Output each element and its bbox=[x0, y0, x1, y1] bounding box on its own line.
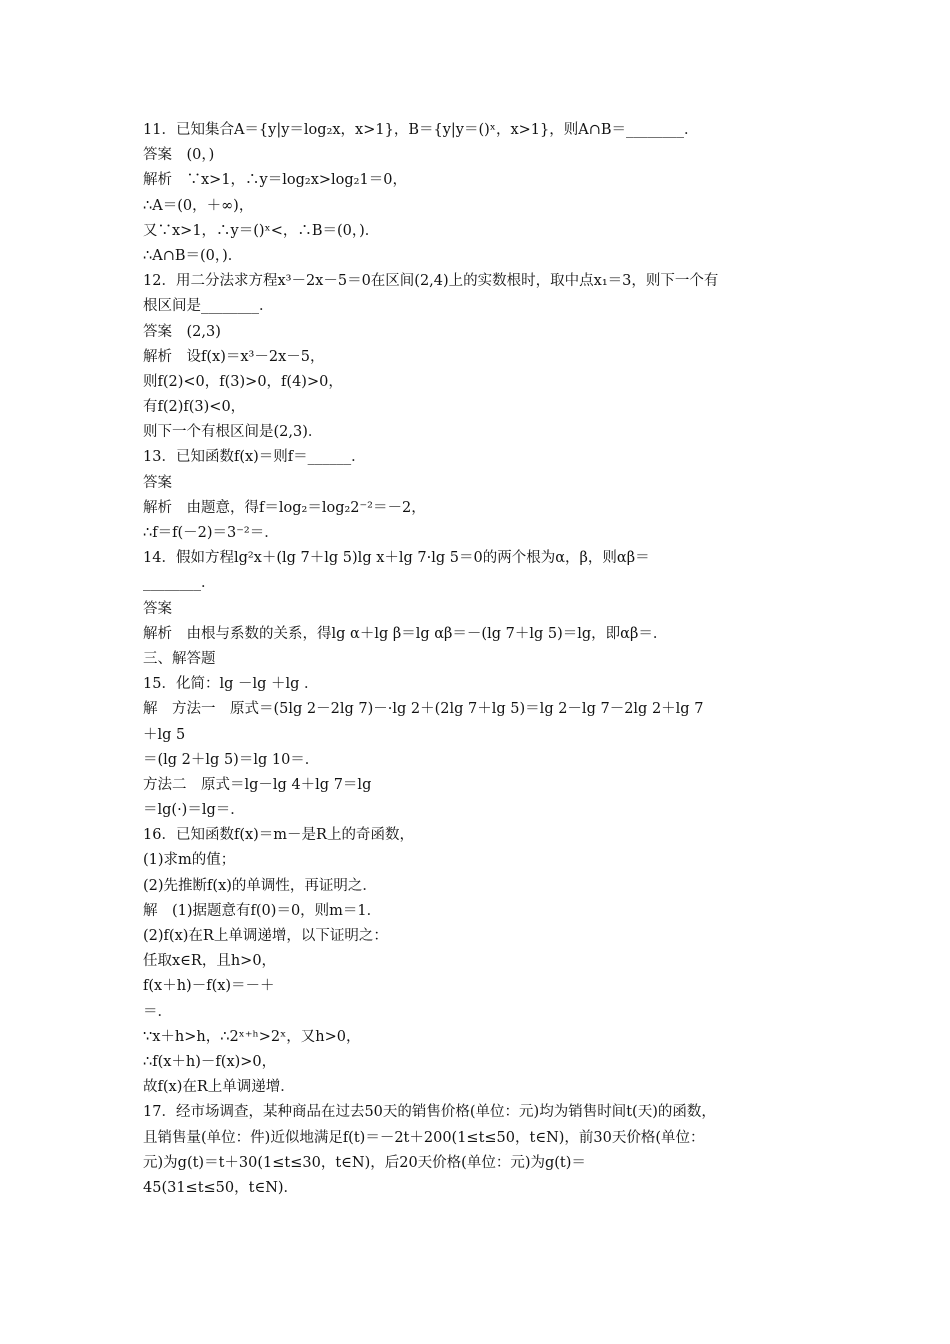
text-line: 17．经市场调查，某种商品在过去50天的销售价格(单位：元)均为销售时间t(天)的函数， bbox=[143, 1104, 716, 1121]
text-line: 12．用二分法求方程x³－2x－5＝0在区间(2,4)上的实数根时，取中点x₁＝3，则下一个有 bbox=[143, 273, 719, 290]
text-line: (2)先推断f(x)的单调性，再证明之． bbox=[143, 877, 377, 894]
text-line: ＝． bbox=[143, 1003, 172, 1020]
text-line: 解 方法一 原式＝(5lg 2－2lg 7)－·lg 2＋(2lg 7＋lg 5)＝lg 2－lg 7－2lg 2＋lg 7 bbox=[143, 701, 704, 718]
text-line: 14．假如方程lg²x＋(lg 7＋lg 5)lg x＋lg 7·lg 5＝0的两个根为α，β，则αβ＝ bbox=[143, 550, 650, 567]
text-line: ∵x＋h>h，∴2ˣ⁺ʰ>2ˣ，又h>0， bbox=[143, 1028, 361, 1045]
text-line: ∴f(x＋h)－f(x)>0， bbox=[143, 1053, 277, 1070]
text-line: 故f(x)在R上单调递增． bbox=[143, 1079, 295, 1096]
text-line: 根区间是________． bbox=[143, 298, 274, 315]
text-line: ＝lg(·)＝lg＝． bbox=[143, 802, 245, 819]
text-line: ∴A＝(0，＋∞)， bbox=[143, 197, 254, 214]
text-line: ＝(lg 2＋lg 5)＝lg 10＝． bbox=[143, 751, 320, 768]
text-line: 则下一个有根区间是(2,3)． bbox=[143, 424, 323, 441]
text-line: 13．已知函数f(x)＝则f＝______． bbox=[143, 449, 366, 466]
text-line: 解析 ∵x>1，∴y＝log₂x>log₂1＝0， bbox=[143, 172, 407, 189]
text-line: (2)f(x)在R上单调递增，以下证明之： bbox=[143, 928, 388, 944]
text-line: 11．已知集合A＝{y|y＝log₂x，x>1}，B＝{y|y＝()ˣ，x>1}，则A∩B＝________． bbox=[143, 122, 699, 138]
text-line: 45(31≤t≤50，t∈N)． bbox=[143, 1179, 299, 1196]
text-line: ∴f＝f(－2)＝3⁻²＝． bbox=[143, 525, 279, 541]
text-line: 答案 (2,3) bbox=[143, 323, 221, 340]
text-line: 答案 bbox=[143, 600, 172, 617]
text-line: 16．已知函数f(x)＝m－是R上的奇函数， bbox=[143, 827, 414, 844]
text-line: ∴A∩B＝(0，)． bbox=[143, 247, 243, 264]
text-line: 方法二 原式＝lg－lg 4＋lg 7＝lg bbox=[143, 776, 372, 793]
text-line: 解 (1)据题意有f(0)＝0，则m＝1． bbox=[143, 902, 382, 919]
text-line: 答案 bbox=[143, 474, 172, 491]
text-line: ＋lg 5 bbox=[143, 726, 186, 743]
text-line: 且销售量(单位：件)近似地满足f(t)＝－2t＋200(1≤t≤50，t∈N)，前30天价格(单位： bbox=[143, 1129, 705, 1146]
text-line: 又∵x>1，∴y＝()ˣ<，∴B＝(0，)． bbox=[143, 222, 380, 239]
text-line: f(x＋h)－f(x)＝－＋ bbox=[143, 978, 275, 995]
text-line: 解析 由根与系数的关系，得lg α＋lg β＝lg αβ＝－(lg 7＋lg 5)＝lg，即αβ＝． bbox=[143, 625, 668, 642]
text-line: 有f(2)f(3)<0， bbox=[143, 399, 246, 416]
text-line: 解析 设f(x)＝x³－2x－5， bbox=[143, 348, 325, 365]
text-line: 15．化简：lg －lg ＋lg ． bbox=[143, 676, 319, 693]
text-line: 解析 由题意，得f＝log₂＝log₂2⁻²＝－2， bbox=[143, 499, 426, 516]
text-line: 则f(2)<0，f(3)>0，f(4)>0， bbox=[143, 373, 343, 390]
text-line: 元)为g(t)＝t＋30(1≤t≤30，t∈N)，后20天价格(单位：元)为g(t)＝ bbox=[143, 1154, 586, 1171]
text-line: 答案 (0，) bbox=[143, 147, 215, 164]
text-line: (1)求m的值； bbox=[143, 852, 236, 869]
text-line: 任取x∈R，且h>0， bbox=[143, 953, 277, 970]
text-line: 三、解答题 bbox=[143, 650, 216, 667]
text-line: ________． bbox=[143, 575, 216, 592]
